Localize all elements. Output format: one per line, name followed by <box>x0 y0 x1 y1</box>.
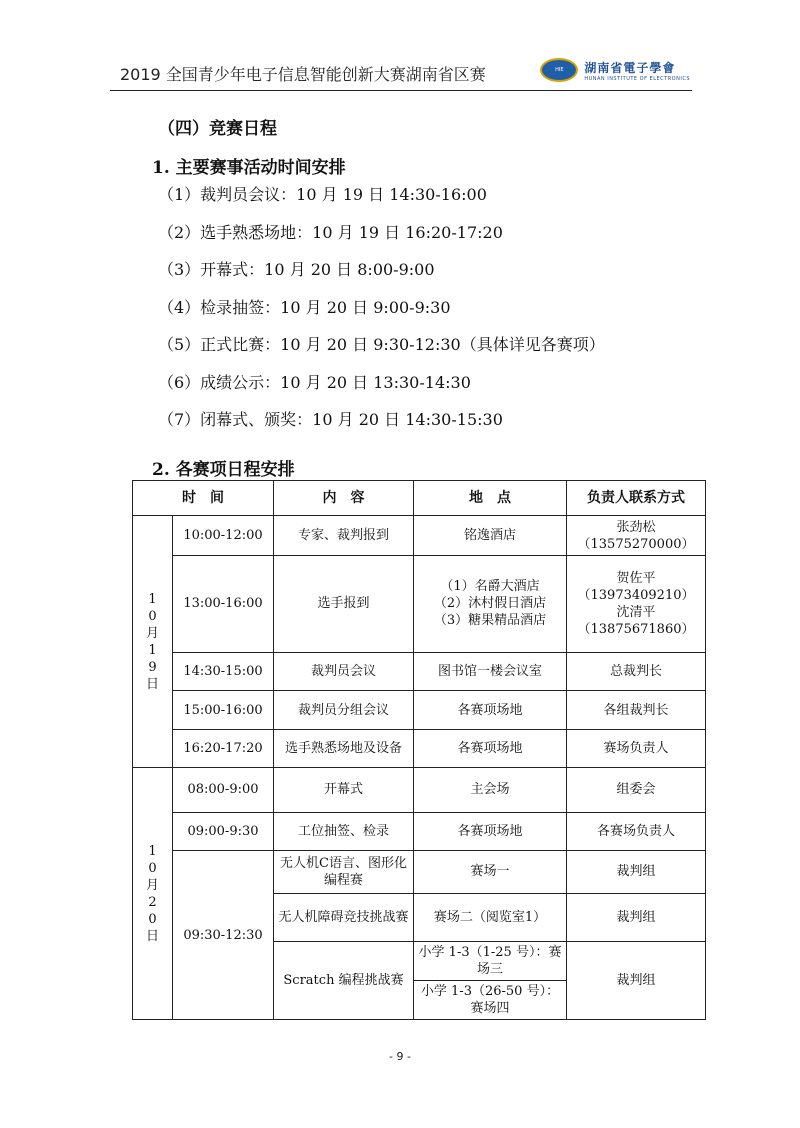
time-cell: 08:00-9:00 <box>173 768 274 812</box>
contact-cell: 裁判组 <box>567 893 706 942</box>
place-cell: 小学 1-3（26-50 号）：赛场四 <box>414 980 567 1020</box>
content-cell: 工位抽签、检录 <box>274 812 414 850</box>
contact-cell: 张劲松 （13575270000） <box>567 516 706 555</box>
main-schedule-list <box>158 181 605 444</box>
place-cell: 各赛项场地 <box>414 691 567 729</box>
page-header <box>110 48 692 91</box>
content-cell: 无人机障碍竞技挑战赛 <box>274 893 414 942</box>
time-cell: 15:00-16:00 <box>173 691 274 729</box>
contact-cell: 组委会 <box>567 768 706 812</box>
org-logo <box>540 58 690 82</box>
col-header-contact: 负责人联系方式 <box>567 481 706 516</box>
time-cell: 14:30-15:00 <box>173 652 274 690</box>
table-row <box>133 812 706 850</box>
content-cell: 裁判员分组会议 <box>274 691 414 729</box>
table-row <box>133 851 706 893</box>
table-row <box>133 768 706 812</box>
content-cell: 选手报到 <box>274 555 414 652</box>
page-number: - 9 - <box>389 1050 411 1063</box>
content-cell: 裁判员会议 <box>274 652 414 690</box>
table-header-row <box>133 481 706 516</box>
place-cell: 铭逸酒店 <box>414 516 567 555</box>
place-cell: 各赛项场地 <box>414 729 567 767</box>
content-cell: Scratch 编程挑战赛 <box>274 942 414 1020</box>
schedule-item: （7）闭幕式、颁奖：10 月 20 日 14:30-15:30 <box>158 410 503 429</box>
time-cell: 09:00-9:30 <box>173 812 274 850</box>
col-header-content: 内 容 <box>274 481 414 516</box>
content-cell: 选手熟悉场地及设备 <box>274 729 414 767</box>
table-row <box>133 729 706 767</box>
content-cell: 专家、裁判报到 <box>274 516 414 555</box>
schedule-item: （3）开幕式：10 月 20 日 8:00-9:00 <box>158 260 435 279</box>
subsection-title-1: 1. 主要赛事活动时间安排 <box>152 158 346 178</box>
logo-name-en: HUNAN INSTITUTE OF ELECTRONICS <box>584 75 690 82</box>
schedule-item: （4）检录抽签：10 月 20 日 9:00-9:30 <box>158 297 451 317</box>
contact-cell: 裁判组 <box>567 942 706 1020</box>
schedule-item: （1）裁判员会议：10 月 19 日 14:30-16:00 <box>158 185 487 204</box>
col-header-time: 时 间 <box>133 481 274 516</box>
contact-cell: 裁判组 <box>567 851 706 893</box>
day-cell-oct20: 10月20日 <box>133 768 173 1020</box>
time-cell: 16:20-17:20 <box>173 729 274 767</box>
schedule-item: （2）选手熟悉场地：10 月 19 日 16:20-17:20 <box>158 222 503 242</box>
place-cell: 主会场 <box>414 768 567 812</box>
content-cell: 无人机C语言、图形化编程赛 <box>274 851 414 893</box>
header-title: 2019 全国青少年电子信息智能创新大赛湖南省区赛 <box>120 65 486 84</box>
logo-emblem-icon: HIE <box>540 58 578 82</box>
contact-cell: 各赛场负责人 <box>567 812 706 850</box>
day-cell-oct19: 10月19日 <box>133 516 173 768</box>
time-cell: 13:00-16:00 <box>173 555 274 652</box>
time-cell: 10:00-12:00 <box>173 516 274 555</box>
subsection-title-2: 2. 各赛项日程安排 <box>152 460 295 480</box>
schedule-item: （6）成绩公示：10 月 20 日 13:30-14:30 <box>158 372 471 392</box>
place-cell: 赛场二（阅览室1） <box>414 893 567 942</box>
schedule-item: （5）正式比赛：10 月 20 日 9:30-12:30（具体详见各赛项） <box>158 335 605 354</box>
logo-name-cn: 湖南省電子學會 <box>584 60 676 75</box>
place-cell: 赛场一 <box>414 851 567 893</box>
content-cell: 开幕式 <box>274 768 414 812</box>
place-cell: 小学 1-3（1-25 号）：赛场三 <box>414 942 567 980</box>
place-cell: 图书馆一楼会议室 <box>414 652 567 690</box>
contact-cell: 各组裁判长 <box>567 691 706 729</box>
place-cell: （1）名爵大酒店 （2）沐村假日酒店 （3）糖果精品酒店 <box>414 555 567 652</box>
contact-cell: 总裁判长 <box>567 652 706 690</box>
table-row <box>133 691 706 729</box>
contact-cell: 赛场负责人 <box>567 729 706 767</box>
table-row <box>133 652 706 690</box>
table-row <box>133 555 706 652</box>
table-row <box>133 516 706 555</box>
contact-cell: 贺佐平 （13973409210） 沈清平 （13875671860） <box>567 555 706 652</box>
time-cell: 09:30-12:30 <box>173 851 274 1020</box>
section-title: （四）竞赛日程 <box>158 119 277 139</box>
event-schedule-table <box>132 480 706 1020</box>
col-header-place: 地 点 <box>414 481 567 516</box>
place-cell: 各赛项场地 <box>414 812 567 850</box>
